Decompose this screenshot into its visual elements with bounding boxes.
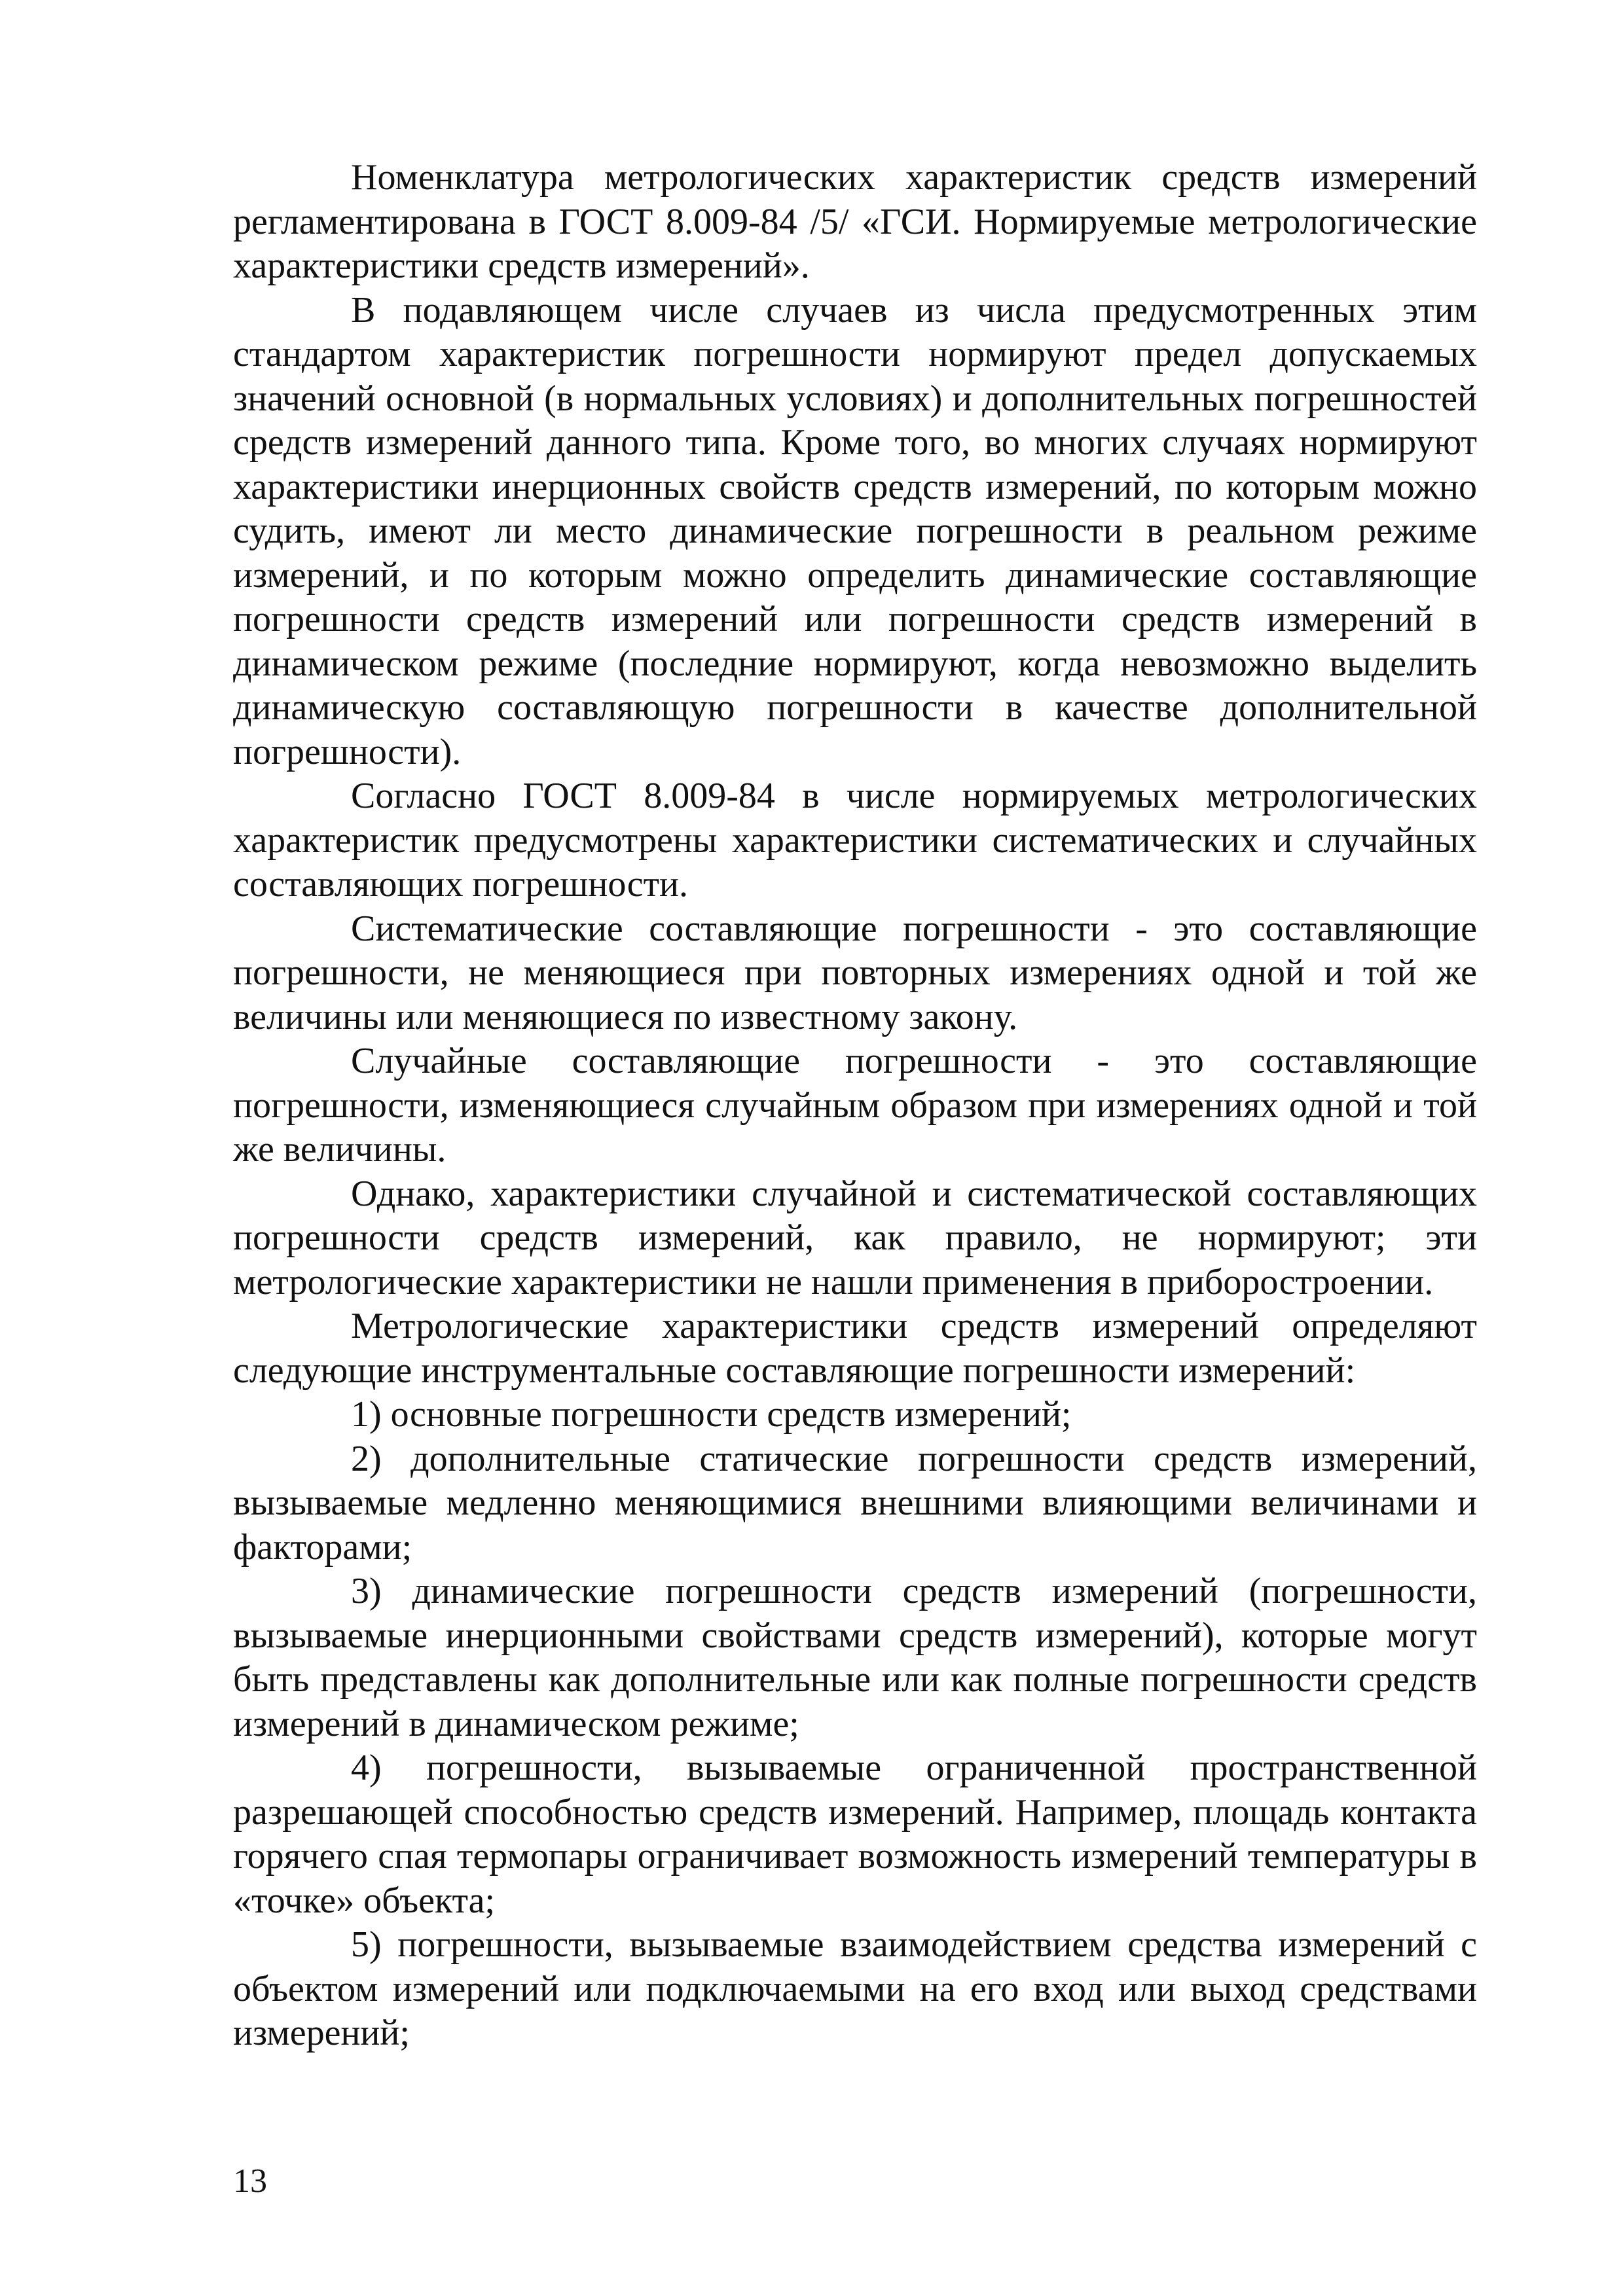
- paragraph-majority-cases: В подавляющем числе случаев из числа предусмотренных этим стандартом характеристик погрешности нормируют предел допускаемых значений основной (в нормальных условиях) и дополнительных погрешностей средств измерений данного типа. Кроме того, во многих случаях нормируют характеристики инерционных свойств средств измерений, по которым можно судить, имеют ли место динамические погрешности в реальном режиме измерений, и по которым можно определить динамические составляющие погрешности средств измерений или погрешности средств измерений в динамическом режиме (последние нормируют, когда невозможно выделить динамическую составляющую погрешности в качестве дополнительной погрешности).: [233, 289, 1477, 772]
- paragraph-however: Однако, характеристики случайной и систематической составляющих погрешности средств измерений, как правило, не нормируют; эти метрологические характеристики не нашли применения в приборостроении.: [233, 1173, 1477, 1302]
- list-item-4: 4) погрешности, вызываемые ограниченной пространственной разрешающей способностью средств измерений. Например, площадь контакта горячего спая термопары ограничивает возможность измерений температуры в «точке» объекта;: [233, 1748, 1477, 1921]
- list-item-1: 1) основные погрешности средств измерений;: [351, 1394, 1072, 1435]
- list-item-5: 5) погрешности, вызываемые взаимодействием средства измерений с объектом измерений или подключаемыми на его вход или выход средствами измерений;: [233, 1924, 1477, 2053]
- paragraph-instrumental-components: Метрологические характеристики средств измерений определяют следующие инструментальные составляющие погрешности измерений:: [233, 1306, 1477, 1391]
- body-text: [233, 156, 1477, 2056]
- list-item-3: 3) динамические погрешности средств измерений (погрешности, вызываемые инерционными свойствами средств измерений), которые могут быть представлены как дополнительные или как полные погрешности средств измерений в динамическом режиме;: [233, 1571, 1477, 1744]
- paragraph-random: Случайные составляющие погрешности - это составляющие погрешности, изменяющиеся случайным образом при измерениях одной и той же величины.: [233, 1041, 1477, 1170]
- paragraph-systematic: Систематические составляющие погрешности - это составляющие погрешности, не меняющиеся при повторных измерениях одной и той же величины или меняющиеся по известному закону.: [233, 908, 1477, 1037]
- page-number: 13: [233, 2162, 267, 2200]
- list-item-2: 2) дополнительные статические погрешности средств измерений, вызываемые медленно меняющимися внешними влияющими величинами и факторами;: [233, 1438, 1477, 1568]
- paragraph-nomenclature: Номенклатура метрологических характеристик средств измерений регламентирована в ГОСТ 8.009-84 /5/ «ГСИ. Нормируемые метрологические характеристики средств измерений».: [233, 157, 1477, 286]
- paragraph-gost-normed: Согласно ГОСТ 8.009-84 в числе нормируемых метрологических характеристик предусмотрены характеристики систематических и случайных составляющих погрешности.: [233, 776, 1477, 905]
